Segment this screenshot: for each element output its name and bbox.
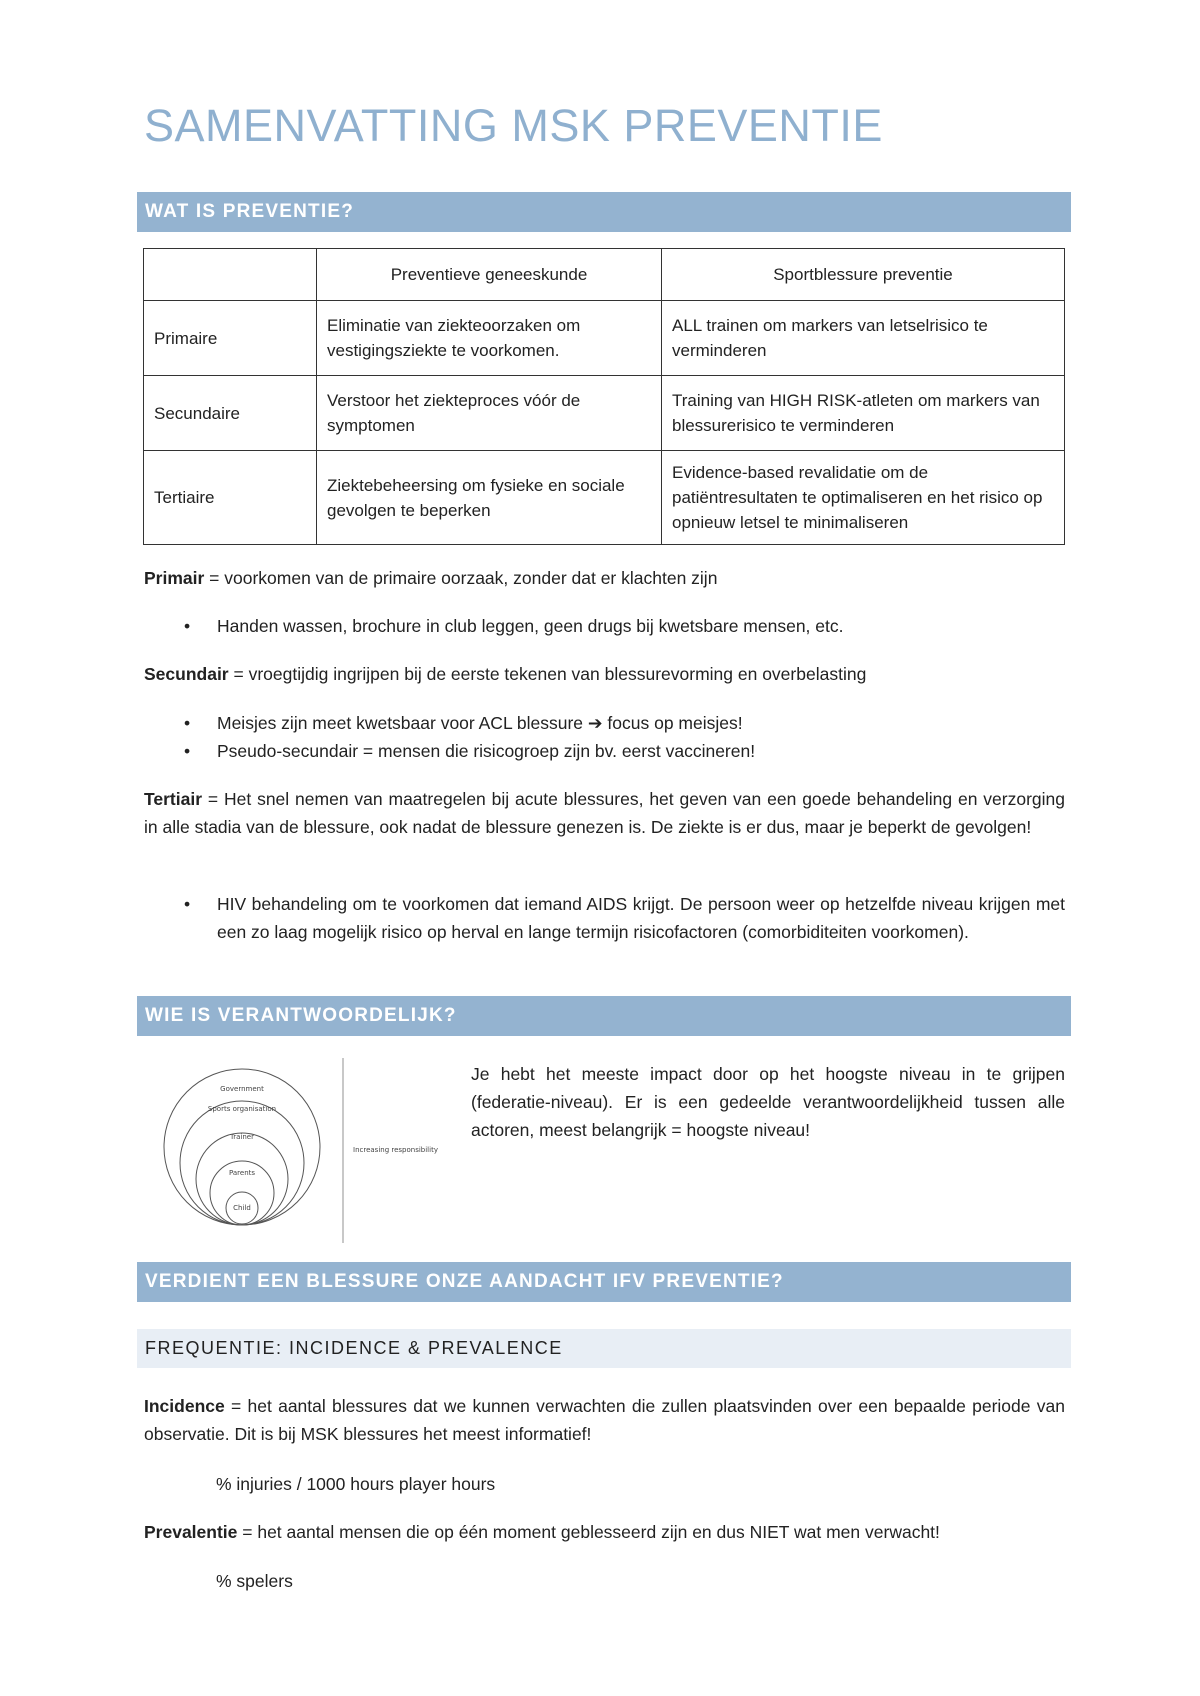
table-header-row	[144, 249, 1065, 301]
list-item	[144, 890, 1065, 946]
list-item-text: HIV behandeling om te voorkomen dat iemand AIDS krijgt. De persoon weer op hetzelfde niveau krijgen met een zo laag mogelijk risico op herval en lange termijn risicofactoren (comorbiditeiten voorkomen).	[217, 894, 1065, 942]
formula-prevalentie: % spelers	[216, 1571, 293, 1591]
table-cell: ALL trainen om markers van letselrisico te verminderen	[662, 301, 1065, 376]
table-cell: Verstoor het ziekteproces vóór de symptomen	[317, 376, 662, 451]
table-cell: Ziektebeheersing om fysieke en sociale gevolgen te beperken	[317, 451, 662, 545]
label-child: Child	[233, 1204, 251, 1212]
list-item-text: Pseudo-secundair = mensen die risicogroep zijn bv. eerst vaccineren!	[217, 741, 756, 761]
subheading-frequentie: FREQUENTIE: INCIDENCE & PREVALENCE	[137, 1329, 1071, 1368]
table-row	[144, 376, 1065, 451]
bullet-icon: •	[184, 713, 191, 733]
bullet-icon: •	[184, 616, 191, 636]
definition-prevalentie: = het aantal mensen die op één moment geblesseerd zijn en dus NIET wat men verwacht!	[237, 1522, 940, 1542]
table-cell: Primaire	[144, 301, 317, 376]
table-row	[144, 451, 1065, 545]
paragraph-prevalentie	[144, 1518, 1065, 1546]
term-prevalentie: Prevalentie	[144, 1522, 238, 1542]
table-header-cell	[144, 249, 317, 301]
bullet-icon: •	[184, 741, 191, 761]
list-item-text: Handen wassen, brochure in club leggen, geen drugs bij kwetsbare mensen, etc.	[217, 616, 844, 636]
term-incidence: Incidence	[144, 1396, 225, 1416]
paragraph-verantwoordelijk: Je hebt het meeste impact door op het hoogste niveau in te grijpen (federatie-niveau). Er is een gedeelde verantwoordelijkheid tussen alle actoren, meest belangrijk = hoogste niveau!	[471, 1064, 1065, 1140]
table-cell: Secundaire	[144, 376, 317, 451]
section-heading-verdient-blessure-aandacht: VERDIENT EEN BLESSURE ONZE AANDACHT IFV PREVENTIE?	[137, 1262, 1071, 1302]
responsibility-circles-figure	[160, 1055, 460, 1245]
table-header-cell: Preventieve geneeskunde	[317, 249, 662, 301]
section-heading-wat-is-preventie: WAT IS PREVENTIE?	[137, 192, 1071, 232]
table-cell: Evidence-based revalidatie om de patiëntresultaten te optimaliseren en het risico op opnieuw letsel te minimaliseren	[662, 451, 1065, 545]
definition-incidence: = het aantal blessures dat we kunnen verwachten die zullen plaatsvinden over een bepaalde periode van observatie. Dit is bij MSK blessures het meest informatief!	[144, 1396, 1065, 1444]
definition-primair: = voorkomen van de primaire oorzaak, zonder dat er klachten zijn	[204, 568, 718, 588]
list-item	[144, 709, 1065, 737]
label-increasing-responsibility: Increasing responsibility	[353, 1146, 438, 1154]
term-secundair: Secundair	[144, 664, 229, 684]
label-trainer: Trainer	[230, 1133, 254, 1141]
definition-tertiair: = Het snel nemen van maatregelen bij acute blessures, het geven van een goede behandeling en verzorging in alle stadia van de blessure, ook nadat de blessure genezen is. De ziekte is er dus, maar je beperkt de gevolgen!	[144, 789, 1065, 837]
table-cell: Tertiaire	[144, 451, 317, 545]
table-cell: Training van HIGH RISK-atleten om markers van blessurerisico te verminderen	[662, 376, 1065, 451]
bullet-icon: •	[184, 894, 191, 914]
label-government: Government	[220, 1085, 264, 1093]
table-row	[144, 301, 1065, 376]
page-title: SAMENVATTING MSK PREVENTIE	[144, 100, 883, 151]
prevention-table	[143, 248, 1065, 545]
definition-secundair: = vroegtijdig ingrijpen bij de eerste tekenen van blessurevorming en overbelasting	[228, 664, 867, 684]
paragraph-secundair	[144, 660, 1065, 688]
paragraph-primair	[144, 564, 1065, 592]
term-primair: Primair	[144, 568, 205, 588]
label-sports-organisation: Sports organisation	[207, 1105, 277, 1113]
table-cell: Eliminatie van ziekteoorzaken om vestigingsziekte te voorkomen.	[317, 301, 662, 376]
section-heading-wie-is-verantwoordelijk: WIE IS VERANTWOORDELIJK?	[137, 996, 1071, 1036]
table-header-cell: Sportblessure preventie	[662, 249, 1065, 301]
list-item-text: Meisjes zijn meet kwetsbaar voor ACL blessure ➔ focus op meisjes!	[217, 713, 743, 733]
label-parents: Parents	[228, 1169, 256, 1177]
list-item	[144, 737, 1065, 765]
formula-incidence: % injuries / 1000 hours player hours	[216, 1474, 496, 1494]
paragraph-tertiair	[144, 785, 1065, 841]
paragraph-incidence	[144, 1392, 1065, 1448]
term-tertiair: Tertiair	[144, 789, 203, 809]
list-item	[144, 612, 1065, 640]
